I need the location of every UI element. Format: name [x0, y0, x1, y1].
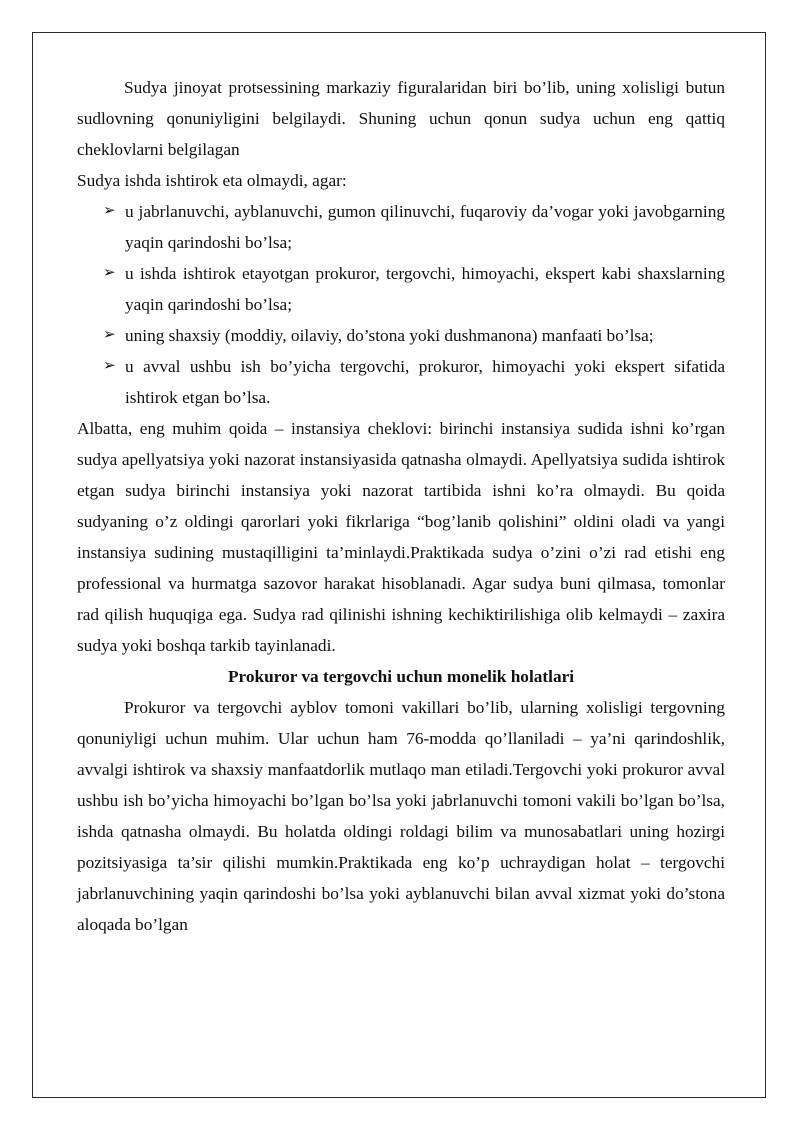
conditions-list — [77, 196, 725, 413]
paragraph-judge-conditions-intro: Sudya ishda ishtirok eta olmaydi, agar: — [77, 171, 347, 190]
list-item — [103, 196, 725, 258]
list-item — [103, 351, 725, 413]
list-item — [103, 320, 725, 351]
list-item-text: uning shaxsiy (moddiy, oilaviy, do’stona yoki dushmanona) manfaati bo’lsa; — [125, 326, 654, 345]
section-heading: Prokuror va tergovchi uchun monelik holatlari — [227, 667, 575, 686]
list-item-text: u avval ushbu ish bo’yicha tergovchi, prokuror, himoyachi yoki ekspert sifatida ishtirok etgan bo’lsa. — [125, 357, 725, 407]
paragraph-instance-restriction: Albatta, eng muhim qoida – instansiya cheklovi: birinchi instansiya sudida ishni ko’rgan sudya apellyatsiya yoki nazorat instansiyasida qatnasha olmaydi. Apellyatsiya sudida ishtirok etgan sudya birinchi instansiya yoki nazorat tartibida ishni ko’ra olmaydi. Bu qoida sudyaning o’z oldingi qarorlari yoki fikrlariga “bog’lanib qolishini” oldini oladi va yangi instansiya sudining mustaqilligini ta’minlaydi.Praktikada sudya o’zini o’zi rad etishi eng professional va hurmatga sazovor harakat hisoblanadi. Agar sudya buni qilmasa, tomonlar rad qilish huquqiga ega. Sudya rad qilinishi ishning kechiktirilishiga olib kelmaydi – zaxira sudya yoki boshqa tarkib tayinlanadi. — [77, 419, 725, 655]
paragraph-prosecutor-investigator: Prokuror va tergovchi ayblov tomoni vakillari bo’lib, ularning xolisligi tergovning qonuniyligi uchun muhim. Ular uchun ham 76-modda qo’llaniladi – ya’ni qarindoshlik, avvalgi ishtirok va shaxsiy manfaatdorlik mutlaqo man etiladi.Tergovchi yoki prokuror avval ushbu ish bo’yicha himoyachi bo’lgan bo’lsa yoki jabrlanuvchi tomoni vakili bo’lgan bo’lsa, ishda qatnasha olmaydi. Bu holatda oldingi roldagi bilim va munosabatlari uning hozirgi pozitsiyasiga ta’sir qilishi mumkin.Praktikada eng ko’p uchraydigan holat – tergovchi jabrlanuvchining yaqin qarindoshi bo’lsa yoki ayblanuvchi bilan avval xizmat yoki do’stona aloqada bo’lgan — [77, 698, 725, 934]
arrowhead-bullet-icon: ➢ — [103, 358, 116, 374]
arrowhead-bullet-icon: ➢ — [103, 203, 116, 219]
paragraph-judge-impartiality: Sudya jinoyat protsessining markaziy figuralaridan biri bo’lib, uning xolisligi butun sudlovning qonuniyligini belgilaydi. Shuning uchun qonun sudya uchun eng qattiq cheklovlarni belgilagan — [77, 78, 725, 159]
document-body — [77, 72, 725, 940]
list-item-text: u ishda ishtirok etayotgan prokuror, tergovchi, himoyachi, ekspert kabi shaxslarning yaqin qarindoshi bo’lsa; — [125, 264, 725, 314]
list-item-text: u jabrlanuvchi, ayblanuvchi, gumon qilinuvchi, fuqaroviy da’vogar yoki javobgarning yaqin qarindoshi bo’lsa; — [125, 202, 725, 252]
list-item — [103, 258, 725, 320]
arrowhead-bullet-icon: ➢ — [103, 265, 116, 281]
arrowhead-bullet-icon: ➢ — [103, 327, 116, 343]
